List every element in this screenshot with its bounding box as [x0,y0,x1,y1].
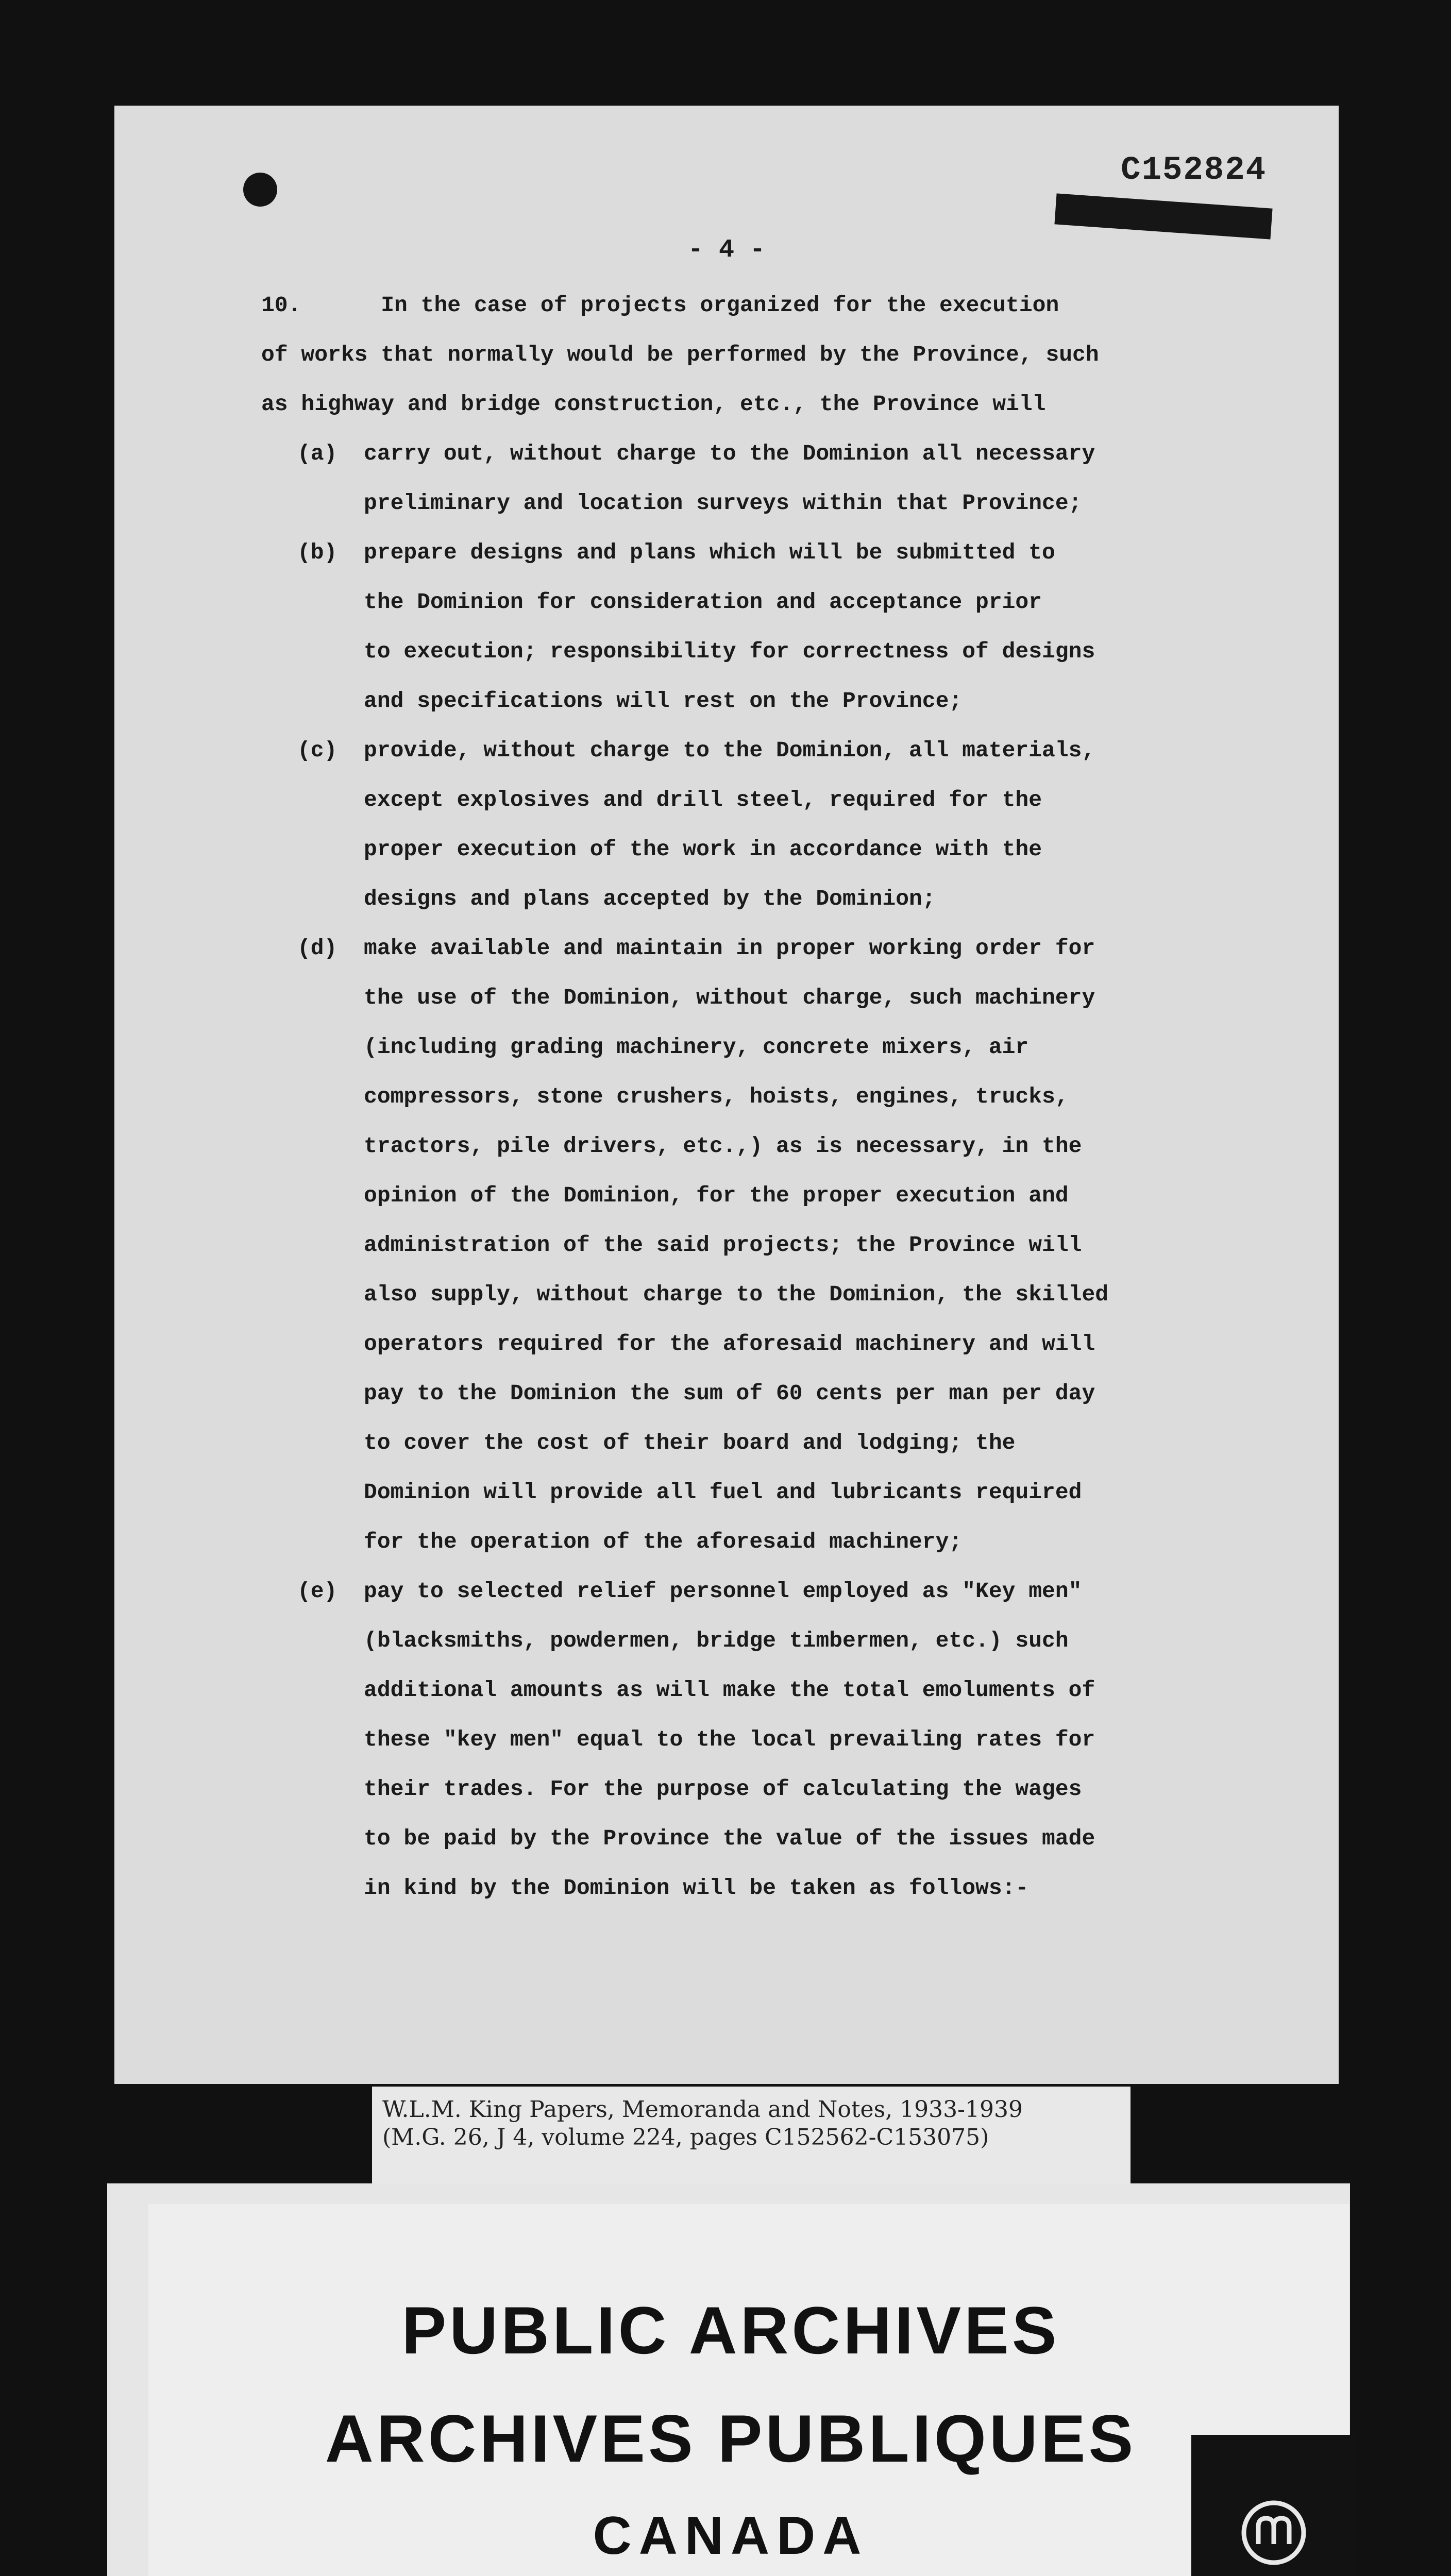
text-line: (a) carry out, without charge to the Dominion all necessary [297,441,1095,466]
punch-hole [243,173,277,207]
text-line: to execution; responsibility for correctness of designs [297,639,1095,664]
text-line: except explosives and drill steel, required for the [297,787,1042,812]
archives-card [107,2183,1350,2576]
text-line: tractors, pile drivers, etc.,) as is necessary, in the [297,1133,1082,1159]
text-line: opinion of the Dominion, for the proper execution and [297,1183,1069,1208]
text-line: operators required for the aforesaid machinery and will [297,1331,1095,1357]
archives-title-en: PUBLIC ARCHIVES [401,2293,1060,2368]
archives-emblem-icon [1238,2497,1310,2569]
text-line: (d) make available and maintain in proper working order for [297,936,1095,961]
caption-line-2: (M.G. 26, J 4, volume 224, pages C152562-C153075) [382,2124,989,2150]
text-line: as highway and bridge construction, etc., the Province will [261,392,1046,417]
text-line: (including grading machinery, concrete mixers, air [297,1035,1029,1060]
redaction-stamp [1054,193,1272,239]
text-line: the use of the Dominion, without charge, such machinery [297,985,1095,1010]
text-line: to be paid by the Province the value of the issues made [297,1826,1095,1851]
stamp-number: C152824 [1121,152,1267,189]
text-line: of works that normally would be performed by the Province, such [261,342,1099,367]
caption-line-1: W.L.M. King Papers, Memoranda and Notes, 1933-1939 [382,2096,1023,2123]
text-line: administration of the said projects; the Province will [297,1232,1082,1258]
text-line: the Dominion for consideration and acceptance prior [297,589,1042,615]
text-line: preliminary and location surveys within that Province; [297,490,1082,516]
text-line: (blacksmiths, powdermen, bridge timbermen, etc.) such [297,1628,1069,1653]
collection-caption [372,2087,1131,2190]
archives-panel [148,2204,1349,2576]
text-line: Dominion will provide all fuel and lubricants required [297,1480,1082,1505]
text-line: to cover the cost of their board and lodging; the [297,1430,1016,1455]
text-line: (e) pay to selected relief personnel employed as "Key men" [297,1579,1082,1604]
text-line: their trades. For the purpose of calculating the wages [297,1776,1082,1802]
archives-country: CANADA [593,2506,869,2566]
text-line: also supply, without charge to the Dominion, the skilled [297,1282,1109,1307]
text-line: these "key men" equal to the local prevailing rates for [297,1727,1095,1752]
text-line: (b) prepare designs and plans which will be submitted to [297,540,1055,565]
text-line: additional amounts as will make the total emoluments of [297,1677,1095,1703]
page-number: - 4 - [687,235,766,265]
text-line: proper execution of the work in accordance with the [297,837,1042,862]
text-line: designs and plans accepted by the Dominion; [297,886,936,911]
text-line: pay to the Dominion the sum of 60 cents per man per day [297,1381,1095,1406]
document-page [114,106,1339,2084]
archives-logo [1191,2435,1356,2576]
text-line: (c) provide, without charge to the Dominion, all materials, [297,738,1095,763]
text-line: compressors, stone crushers, hoists, engines, trucks, [297,1084,1069,1109]
archives-title-fr: ARCHIVES PUBLIQUES [325,2401,1137,2476]
text-line: for the operation of the aforesaid machinery; [297,1529,963,1554]
text-line: and specifications will rest on the Province; [297,688,963,714]
text-line: in kind by the Dominion will be taken as follows:- [297,1875,1029,1901]
text-line: 10. In the case of projects organized for the execution [261,293,1059,318]
